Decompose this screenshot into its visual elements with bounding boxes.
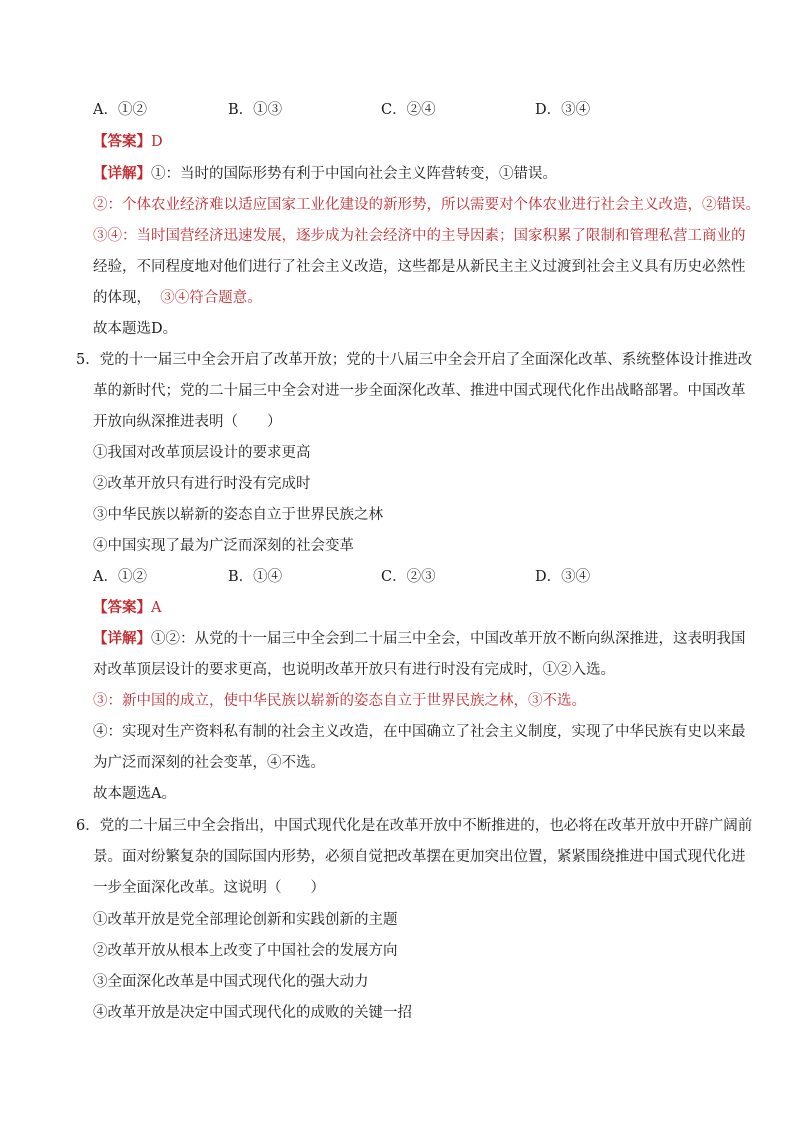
q5-stem-2: 革的新时代；党的二十届三中全会对进一步全面深化改革、推进中国式现代化作出战略部署。中国改革 [93, 383, 746, 399]
q6-stem-3: 一步全面深化改革。这说明（ ） [93, 880, 325, 896]
answer-value: A [151, 600, 162, 616]
q4-conclusion: 故本题选D。 [93, 321, 178, 337]
q6-stem-2: 景。面对纷繁复杂的国际国内形势，必须自觉把改革摆在更加突出位置，紧紧围绕推进中国式现代化进 [93, 849, 746, 865]
detail-text: ①②：从党的十一届三中全会到二十届三中全会，中国改革开放不断向纵深推进，这表明我国 [151, 631, 746, 647]
q5-option-b: B．①④ [228, 569, 283, 585]
detail-text: 的体现， [93, 290, 151, 306]
q5-stem-1 [76, 350, 752, 370]
q4-detail-3c [93, 288, 262, 308]
q5-option-a: A．①② [93, 569, 147, 585]
answer-value: D [151, 134, 163, 150]
q4-option-c: C．②④ [381, 102, 436, 118]
q6-choice-3: ③全面深化改革是中国式现代化的强大动力 [93, 974, 369, 990]
q4-options-row [0, 100, 794, 120]
answer-label: 【答案】 [93, 600, 151, 616]
q6-choice-2: ②改革开放从根本上改变了中国社会的发展方向 [93, 943, 398, 959]
question-number: 6． [76, 818, 100, 834]
detail-label: 【详解】 [93, 631, 151, 647]
stem-text: 党的十一届三中全会开启了改革开放；党的十八届三中全会开启了全面深化改革、系统整体设计推进改 [99, 352, 753, 368]
q5-options-row [0, 567, 794, 587]
q5-conclusion: 故本题选A。 [93, 786, 176, 802]
q5-detail-2: ③：新中国的成立，使中华民族以崭新的姿态自立于世界民族之林，③不选。 [93, 693, 586, 709]
q5-choice-2: ②改革开放只有进行时没有完成时 [93, 476, 311, 492]
q5-option-d: D．③④ [535, 569, 591, 585]
detail-text: ①：当时的国际形势有利于中国向社会主义阵营转变，①错误。 [151, 166, 557, 182]
q4-detail-1 [93, 164, 557, 184]
q5-detail-1a [93, 629, 746, 649]
q4-option-b: B．①③ [228, 102, 283, 118]
q6-choice-1: ①改革开放是党全部理论创新和实践创新的主题 [93, 912, 398, 928]
q5-choice-4: ④中国实现了最为广泛而深刻的社会变革 [93, 538, 354, 554]
q5-detail-1b: 对改革顶层设计的要求更高，也说明改革开放只有进行时没有完成时，①②入选。 [93, 662, 615, 678]
stem-text: 党的二十届三中全会指出，中国式现代化是在改革开放中不断推进的，也必将在改革开放中开辟广阔前 [99, 818, 753, 834]
q5-stem-3: 开放向纵深推进表明（ ） [93, 414, 282, 430]
q4-option-d: D．③④ [535, 102, 591, 118]
q5-choice-1: ①我国对改革顶层设计的要求更高 [93, 445, 311, 461]
q4-detail-3a: ③④：当时国营经济迅速发展，逐步成为社会经济中的主导因素；国家积累了限制和管理私营工商业的 [93, 228, 746, 244]
q5-detail-3b: 为广泛而深刻的社会变革，④不选。 [93, 755, 325, 771]
detail-verdict: ③④符合题意。 [160, 290, 262, 306]
detail-label: 【详解】 [93, 166, 151, 182]
question-number: 5． [76, 352, 100, 368]
q6-choice-4: ④改革开放是决定中国式现代化的成败的关键一招 [93, 1005, 412, 1021]
answer-label: 【答案】 [93, 134, 151, 150]
q4-answer [93, 132, 163, 152]
q5-answer [93, 598, 161, 618]
q4-detail-2: ②：个体农业经济难以适应国家工业化建设的新形势，所以需要对个体农业进行社会主义改造，②错误。 [93, 197, 760, 213]
q4-detail-3b: 经验，不同程度地对他们进行了社会主义改造，这些都是从新民主主义过渡到社会主义具有历史必然性 [93, 259, 746, 275]
q4-option-a: A．①② [93, 102, 147, 118]
q5-detail-3a: ④：实现对生产资料私有制的社会主义改造，在中国确立了社会主义制度，实现了中华民族有史以来最 [93, 724, 746, 740]
q6-stem-1 [76, 816, 752, 836]
q5-choice-3: ③中华民族以崭新的姿态自立于世界民族之林 [93, 507, 383, 523]
q5-option-c: C．②③ [381, 569, 436, 585]
